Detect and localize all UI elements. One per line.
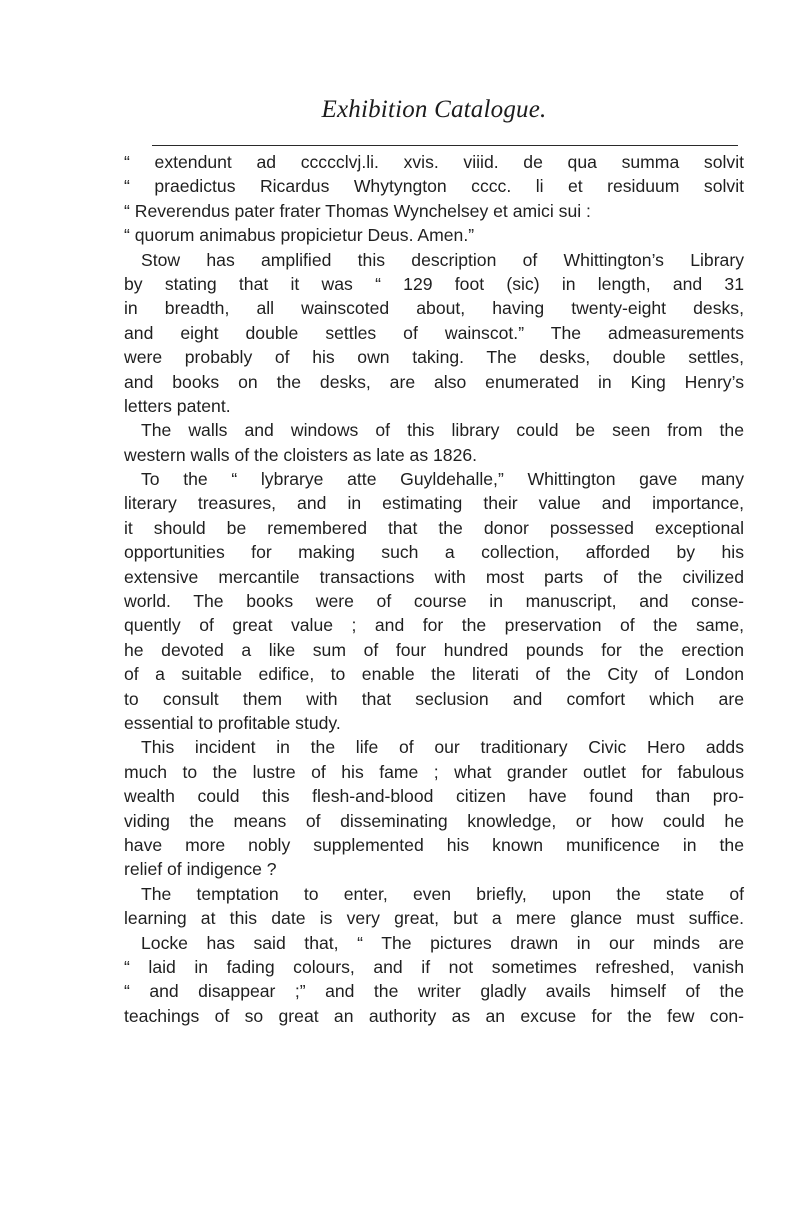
text-line: he devoted a like sum of four hundred pounds for the erection xyxy=(124,639,744,660)
text-line: have more nobly supplemented his known munificence in the xyxy=(124,834,744,855)
text-line: world. The books were of course in manuscript, and conse- xyxy=(124,591,744,612)
text-line: relief of indigence ? xyxy=(124,859,277,880)
text-line: Locke has said that, “ The pictures drawn in our minds are xyxy=(141,932,744,953)
text-line: “ extendunt ad ccccclvj.li. xvis. viiid. de qua summa solvit xyxy=(124,152,744,172)
text-line: wealth could this flesh-and-blood citizen have found than pro- xyxy=(124,786,744,807)
text-line: quently of great value ; and for the preservation of the same, xyxy=(124,615,744,636)
text-line: extensive mercantile transactions with most parts of the civilized xyxy=(124,566,744,587)
text-line: in breadth, all wainscoted about, having twenty-eight desks, xyxy=(124,298,744,319)
text-line: literary treasures, and in estimating their value and importance, xyxy=(124,493,744,514)
text-line: and books on the desks, are also enumerated in King Henry’s xyxy=(124,371,744,392)
text-line: and eight double settles of wainscot.” The admeasurements xyxy=(124,322,744,343)
text-line: letters patent. xyxy=(124,395,231,416)
text-line: teachings of so great an authority as an excuse for the few con- xyxy=(124,1005,744,1026)
text-line: Stow has amplified this description of Whittington’s Library xyxy=(141,249,744,270)
text-line: The temptation to enter, even briefly, upon the state of xyxy=(141,883,744,904)
text-line: “ Reverendus pater frater Thomas Wynchelsey et amici sui : xyxy=(124,200,591,221)
text-line: essential to profitable study. xyxy=(124,712,341,733)
text-line: were probably of his own taking. The desks, double settles, xyxy=(124,347,744,368)
text-line: of a suitable edifice, to enable the literati of the City of London xyxy=(124,664,744,685)
text-line: it should be remembered that the donor possessed exceptional xyxy=(124,517,744,538)
text-line: to consult them with that seclusion and comfort which are xyxy=(124,688,744,709)
text-line: learning at this date is very great, but a mere glance must suffice. xyxy=(124,908,744,929)
text-line: “ laid in fading colours, and if not sometimes refreshed, vanish xyxy=(124,956,744,977)
text-line: viding the means of disseminating knowledge, or how could he xyxy=(124,810,744,831)
text-line: This incident in the life of our traditionary Civic Hero adds xyxy=(141,737,744,758)
text-line: much to the lustre of his fame ; what grander outlet for fabulous xyxy=(124,761,744,782)
text-line: “ quorum animabus propicietur Deus. Amen.” xyxy=(124,225,475,246)
text-line: by stating that it was “ 129 foot (sic) in length, and 31 xyxy=(124,273,744,294)
body-text xyxy=(124,150,744,1028)
header-rule xyxy=(152,145,738,146)
text-line: To the “ lybrarye atte Guyldehalle,” Whittington gave many xyxy=(141,469,744,490)
text-line: The walls and windows of this library could be seen from the xyxy=(141,420,744,441)
text-line: “ praedictus Ricardus Whytyngton cccc. li et residuum solvit xyxy=(124,176,744,197)
text-line: “ and disappear ;” and the writer gladly avails himself of the xyxy=(124,981,744,1002)
text-line: western walls of the cloisters as late as 1826. xyxy=(124,444,478,465)
running-head: Exhibition Catalogue. xyxy=(321,96,547,123)
text-line: opportunities for making such a collection, afforded by his xyxy=(124,542,744,563)
